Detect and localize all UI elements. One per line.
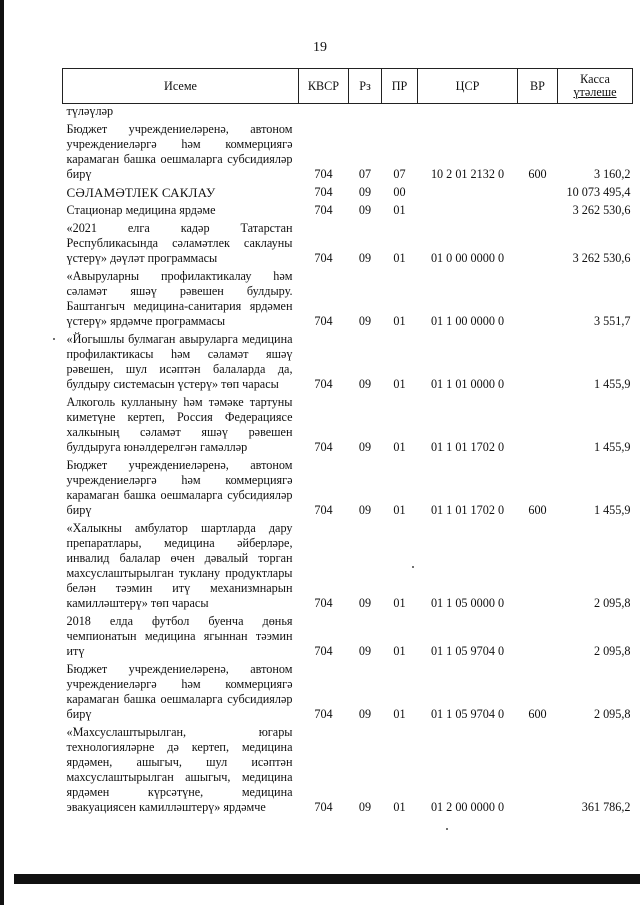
row-name: Стационар медицина ярдәме xyxy=(66,203,216,217)
row-csr: 01 1 01 0000 0 xyxy=(430,377,505,391)
row-csr: 01 1 01 1702 0 xyxy=(430,503,505,517)
header-pr: ПР xyxy=(382,69,418,104)
row-pr: 01 xyxy=(393,800,406,814)
row-kassa: 361 786,2 xyxy=(581,800,631,814)
header-csr: ЦСР xyxy=(418,69,518,104)
scan-bottom-edge xyxy=(14,874,640,884)
row-name: СӘЛАМӘТЛЕК САКЛАУ xyxy=(66,185,216,200)
header-kvsr: КВСР xyxy=(299,69,349,104)
row-csr: 01 0 00 0000 0 xyxy=(430,251,505,265)
header-kassa xyxy=(558,69,633,104)
row-csr: 10 2 01 2132 0 xyxy=(430,167,505,181)
row-kvsr: 704 xyxy=(314,707,333,721)
row-kvsr: 704 xyxy=(314,596,333,610)
header-kassa-line1: Касса xyxy=(580,72,610,86)
row-kvsr: 704 xyxy=(314,185,333,199)
row-csr: 01 1 05 9704 0 xyxy=(430,644,505,658)
row-vr xyxy=(518,182,558,200)
page-number: 19 xyxy=(313,40,327,55)
row-name: 2018 елда футбол буенча дөнья чемпионатын медицина ягыннан тәэмин итү xyxy=(66,614,293,658)
row-kvsr: 704 xyxy=(314,644,333,658)
row-kassa: 1 455,9 xyxy=(593,440,631,454)
row-vr xyxy=(518,329,558,392)
row-csr: 01 1 00 0000 0 xyxy=(430,314,505,328)
table-row xyxy=(63,182,633,200)
table-row xyxy=(63,392,633,455)
row-rz: 09 xyxy=(358,377,372,391)
row-pr: 01 xyxy=(393,203,406,217)
row-kvsr: 704 xyxy=(314,503,333,517)
row-kvsr: 704 xyxy=(314,800,333,814)
row-name: түләүләр xyxy=(66,104,114,118)
row-name: «Халыкны амбулатор шартларда дару препаратлары, медицина әйберләре, инвалид балалар өчен дәвалый торган махсуслаштырылган туклану продуктлары белән тәэмин итү механизмнарын камилләштерү» төп чарасы xyxy=(66,521,293,610)
row-kvsr: 704 xyxy=(314,377,333,391)
row-name: «Махсуслаштырылган, югары технологияләрне дә кертеп, медицина ярдәмен, ашыгыч, шул исәптән махсуслаштырылган ашыгыч, медицина ярдәмен күрсәтүне, медицина эвакуациясен камилләштерү» ярдәмче xyxy=(66,725,293,814)
table-row xyxy=(63,611,633,659)
header-vr: ВР xyxy=(518,69,558,104)
row-name: Бюджет учреждениеләренә, автоном учреждениеләргә һәм коммерциягә карамаган башка оешмаларга субсидияләр бирү xyxy=(66,458,293,517)
table-row xyxy=(63,266,633,329)
table-row xyxy=(63,218,633,266)
scan-speck xyxy=(446,828,448,830)
table-row xyxy=(63,200,633,218)
table-row xyxy=(63,329,633,392)
row-kvsr: 704 xyxy=(314,314,333,328)
row-csr xyxy=(418,104,518,120)
row-pr: 01 xyxy=(393,707,406,721)
row-rz: 09 xyxy=(358,185,372,199)
row-csr: 01 1 05 9704 0 xyxy=(430,707,505,721)
row-kassa: 3 262 530,6 xyxy=(572,251,631,265)
row-name: Бюджет учреждениеләренә, автоном учреждениеләргә һәм коммерциягә карамаган башка оешмаларга субсидияләр бирү xyxy=(66,122,293,181)
table-body xyxy=(63,104,633,816)
row-vr: 600 xyxy=(528,707,547,721)
row-name: «Йогышлы булмаган авыруларга медицина профилактикасы һәм сәламәт яшәү рәвешен, шул исәптән балаларда да, булдыру системасын үстерү» төп чарасы xyxy=(66,332,293,391)
row-kassa: 3 551,7 xyxy=(593,314,631,328)
row-csr: 01 2 00 0000 0 xyxy=(430,800,505,814)
row-rz: 07 xyxy=(358,167,372,181)
row-pr: 01 xyxy=(393,503,406,517)
row-vr xyxy=(518,518,558,611)
row-name: Алкоголь кулланыну һәм тәмәке тартуны киметүне кертеп, Россия Федерациясе халкының сәламәт яшәү рәвешен булдыруга юнәлдерелгән гамәлләр xyxy=(66,395,293,454)
row-kassa: 2 095,8 xyxy=(593,644,631,658)
row-csr: 01 1 01 1702 0 xyxy=(430,440,505,454)
row-kassa: 3 262 530,6 xyxy=(572,203,631,217)
row-kassa xyxy=(558,104,633,120)
row-name: «Авыруларны профилактикалау һәм сәламәт яшәү рәвешен булдыру. Баштангыч медицина-санитария ярдәмен үстерү» ярдәмче программасы xyxy=(66,269,293,328)
row-kassa: 2 095,8 xyxy=(593,707,631,721)
row-rz: 09 xyxy=(358,800,372,814)
row-pr: 01 xyxy=(393,314,406,328)
table-row xyxy=(63,659,633,722)
scan-left-edge xyxy=(0,0,4,905)
row-kassa: 3 160,2 xyxy=(593,167,631,181)
header-rz: Рз xyxy=(349,69,382,104)
row-rz xyxy=(349,104,382,120)
row-vr xyxy=(518,218,558,266)
row-pr: 01 xyxy=(393,377,406,391)
row-vr: 600 xyxy=(528,167,547,181)
row-pr: 01 xyxy=(393,596,406,610)
row-rz: 09 xyxy=(358,203,372,217)
row-pr xyxy=(382,104,418,120)
budget-table xyxy=(62,68,633,815)
row-kvsr: 704 xyxy=(314,440,333,454)
table-row xyxy=(63,722,633,815)
row-kvsr xyxy=(299,104,349,120)
table-row xyxy=(63,104,633,120)
row-csr: 01 1 05 0000 0 xyxy=(430,596,505,610)
row-rz: 09 xyxy=(358,644,372,658)
row-kvsr: 704 xyxy=(314,203,333,217)
table-row xyxy=(63,119,633,182)
row-csr xyxy=(418,200,518,218)
table-header-row xyxy=(63,69,633,104)
row-rz: 09 xyxy=(358,314,372,328)
row-rz: 09 xyxy=(358,440,372,454)
row-rz: 09 xyxy=(358,596,372,610)
row-kassa: 1 455,9 xyxy=(593,503,631,517)
header-name: Исеме xyxy=(63,69,299,104)
row-rz: 09 xyxy=(358,251,372,265)
row-rz: 09 xyxy=(358,503,372,517)
row-rz: 09 xyxy=(358,707,372,721)
row-kvsr: 704 xyxy=(314,167,333,181)
row-csr xyxy=(418,182,518,200)
row-vr xyxy=(518,104,558,120)
row-vr: 600 xyxy=(528,503,547,517)
table-row xyxy=(63,518,633,611)
row-kvsr: 704 xyxy=(314,251,333,265)
row-name: «2021 елга кадәр Татарстан Республикасында сәламәтлек саклауны үстерү» дәүләт программасы xyxy=(66,221,293,265)
row-kassa: 10 073 495,4 xyxy=(566,185,631,199)
scan-speck xyxy=(412,566,414,568)
row-pr: 01 xyxy=(393,644,406,658)
row-kassa: 2 095,8 xyxy=(593,596,631,610)
row-pr: 01 xyxy=(393,440,406,454)
row-kassa: 1 455,9 xyxy=(593,377,631,391)
row-pr: 01 xyxy=(393,251,406,265)
row-vr xyxy=(518,611,558,659)
row-vr xyxy=(518,266,558,329)
header-kassa-line2: үтәлеше xyxy=(573,85,617,99)
row-vr xyxy=(518,200,558,218)
row-name: Бюджет учреждениеләренә, автоном учреждениеләргә һәм коммерциягә карамаган башка оешмаларга субсидияләр бирү xyxy=(66,662,293,721)
table-row xyxy=(63,455,633,518)
scan-speck xyxy=(53,338,55,340)
row-pr: 00 xyxy=(393,185,406,199)
row-vr xyxy=(518,722,558,815)
row-vr xyxy=(518,392,558,455)
row-pr: 07 xyxy=(393,167,406,181)
